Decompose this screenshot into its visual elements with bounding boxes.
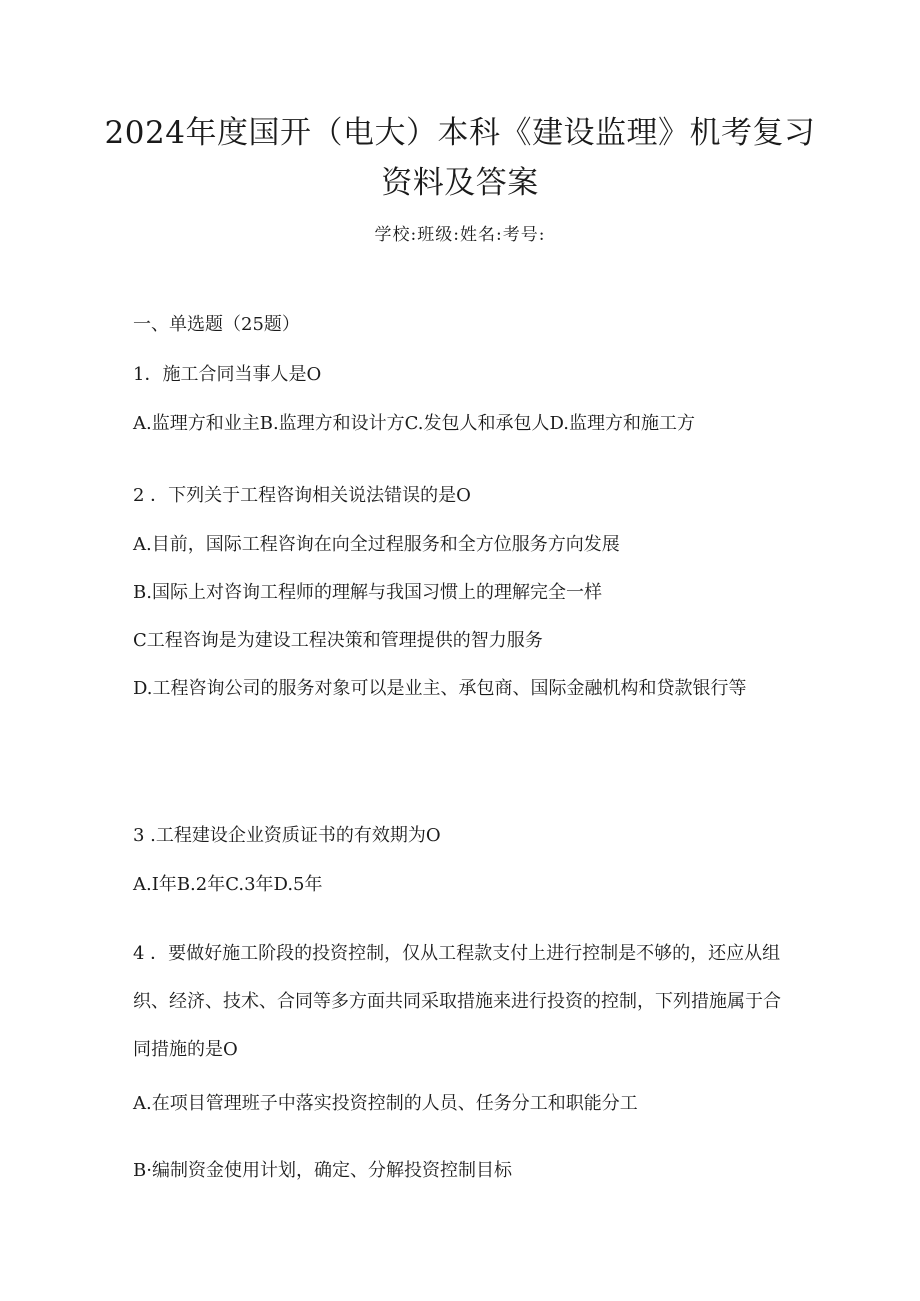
question-1-options: A.监理方和业主B.监理方和设计方C.发包人和承包人D.监理方和施工方 <box>133 413 696 434</box>
question-4-option-a: A.在项目管理班子中落实投资控制的人员、任务分工和职能分工 <box>133 1093 638 1114</box>
question-2-option-b: B.国际上对咨询工程师的理解与我国习惯上的理解完全一样 <box>133 582 602 603</box>
question-4-stem: 4 ．要做好施工阶段的投资控制，仅从工程款支付上进行控制是不够的，还应从组织、经济、技术、合同等多方面共同采取措施来进行投资的控制，下列措施属于合同措施的是O <box>133 943 781 1060</box>
student-info-line: 学校:班级:姓名:考号: <box>374 225 546 245</box>
question-4-option-b: B·编制资金使用计划，确定、分解投资控制目标 <box>133 1160 512 1181</box>
question-1-stem: 1．施工合同当事人是O <box>133 364 322 385</box>
question-2-option-d: D.工程咨询公司的服务对象可以是业主、承包商、国际金融机构和贷款银行等 <box>133 678 747 699</box>
document-title: 2024年度国开（电大）本科《建设监理》机考复习资料及答案 <box>104 115 816 201</box>
question-3-stem: 3 .工程建设企业资质证书的有效期为O <box>133 825 441 846</box>
question-2-option-a: A.目前，国际工程咨询在向全过程服务和全方位服务方向发展 <box>133 534 620 555</box>
question-2-option-c: C工程咨询是为建设工程决策和管理提供的智力服务 <box>133 630 543 651</box>
question-3-options: A.I年B.2年C.3年D.5年 <box>133 874 323 895</box>
question-2-stem: 2 ．下列关于工程咨询相关说法错误的是O <box>133 485 471 506</box>
section-heading: 一、单选题（25题） <box>133 314 300 335</box>
